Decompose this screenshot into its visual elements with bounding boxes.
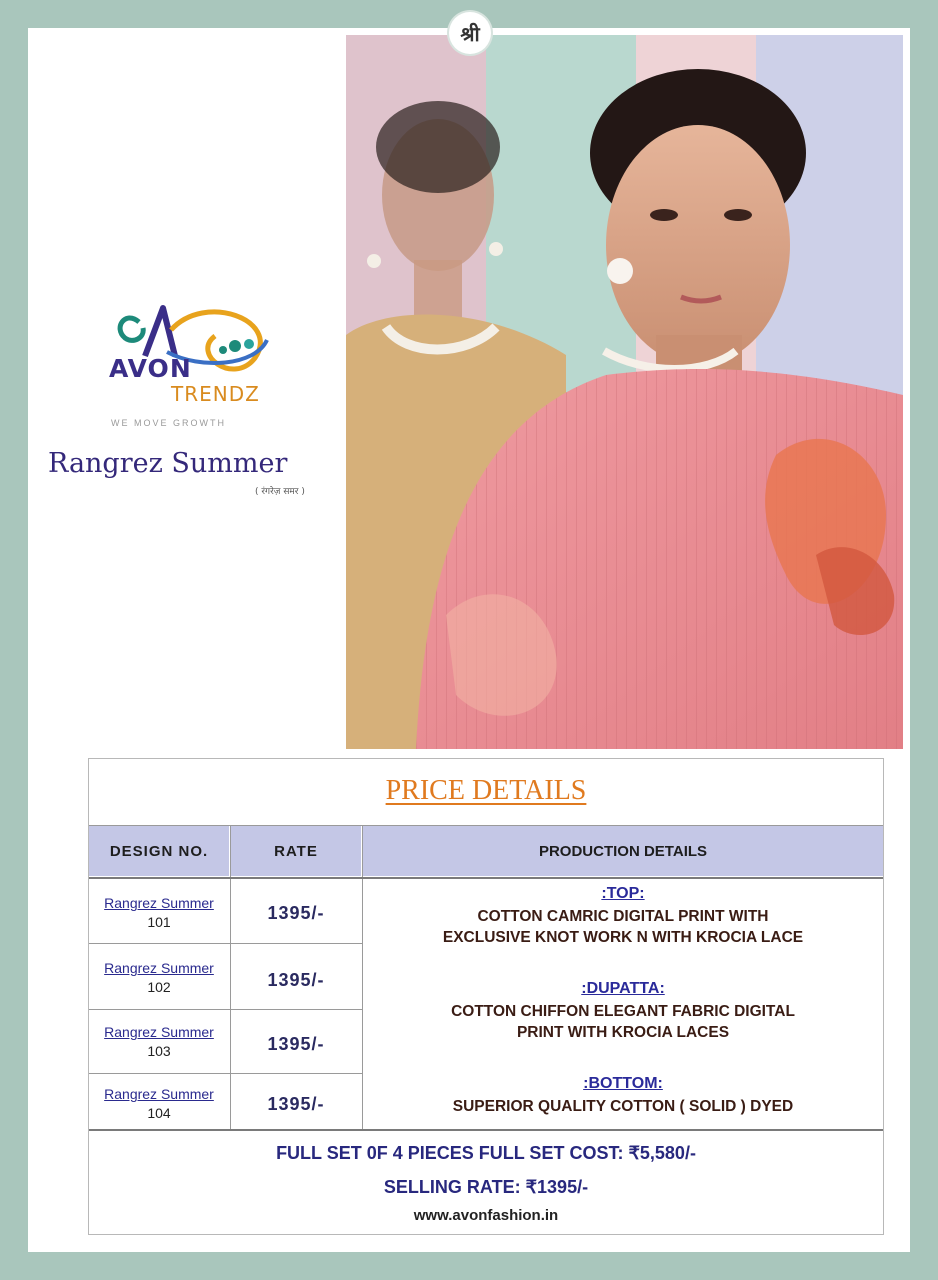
logo-avon-text: AVON — [109, 354, 192, 383]
column-header-production: PRODUCTION DETAILS — [363, 826, 883, 876]
website-link[interactable]: www.avonfashion.in — [413, 1207, 559, 1224]
top-label: :TOP: — [601, 885, 645, 902]
price-details-title: PRICE DETAILS — [385, 775, 587, 806]
design-rate: 1395/- — [267, 969, 325, 990]
table-row — [89, 882, 229, 944]
design-name-link[interactable]: Rangrez Summer — [104, 895, 214, 911]
table-row — [89, 947, 229, 1009]
dupatta-label: :DUPATTA: — [581, 980, 665, 997]
production-bottom — [363, 1073, 883, 1117]
design-number: 103 — [147, 1043, 171, 1059]
avon-trendz-logo — [105, 300, 275, 430]
design-number: 102 — [147, 979, 171, 995]
bottom-label: :BOTTOM: — [583, 1075, 663, 1092]
logo-trendz-text: TRENDZ — [171, 382, 260, 406]
model-photo — [346, 35, 903, 749]
dupatta-line-1: COTTON CHIFFON ELEGANT FABRIC DIGITAL — [451, 1003, 795, 1020]
design-name-link[interactable]: Rangrez Summer — [104, 1086, 214, 1102]
design-rate: 1395/- — [267, 1093, 325, 1114]
table-row — [89, 1011, 229, 1073]
price-details-table — [88, 758, 884, 1235]
production-top — [363, 883, 883, 948]
selling-rate: SELLING RATE: ₹1395/- — [383, 1177, 589, 1197]
design-number: 104 — [147, 1105, 171, 1121]
collection-subtitle: ( रंगरेज़ समर ) — [255, 487, 305, 497]
table-row — [89, 1073, 229, 1135]
column-header-design: DESIGN NO. — [89, 826, 229, 876]
design-name-link[interactable]: Rangrez Summer — [104, 1024, 214, 1040]
collection-title: Rangrez Summer — [48, 448, 288, 479]
top-line-2: EXCLUSIVE KNOT WORK N WITH KROCIA LACE — [442, 929, 804, 946]
full-set-cost: FULL SET 0F 4 PIECES FULL SET COST: ₹5,580/- — [276, 1143, 696, 1163]
design-name-link[interactable]: Rangrez Summer — [104, 960, 214, 976]
design-number: 101 — [147, 914, 171, 930]
shri-text: श्री — [460, 21, 480, 46]
logo-tagline: WE MOVE GROWTH — [111, 418, 226, 428]
column-header-rate: RATE — [231, 826, 361, 876]
shri-emblem-icon — [449, 12, 491, 54]
production-dupatta — [363, 978, 883, 1043]
bottom-line-1: SUPERIOR QUALITY COTTON ( SOLID ) DYED — [452, 1098, 794, 1115]
top-line-1: COTTON CAMRIC DIGITAL PRINT WITH — [477, 908, 769, 925]
dupatta-line-2: PRINT WITH KROCIA LACES — [516, 1024, 730, 1041]
design-rate: 1395/- — [267, 902, 325, 923]
design-rate: 1395/- — [267, 1033, 325, 1054]
